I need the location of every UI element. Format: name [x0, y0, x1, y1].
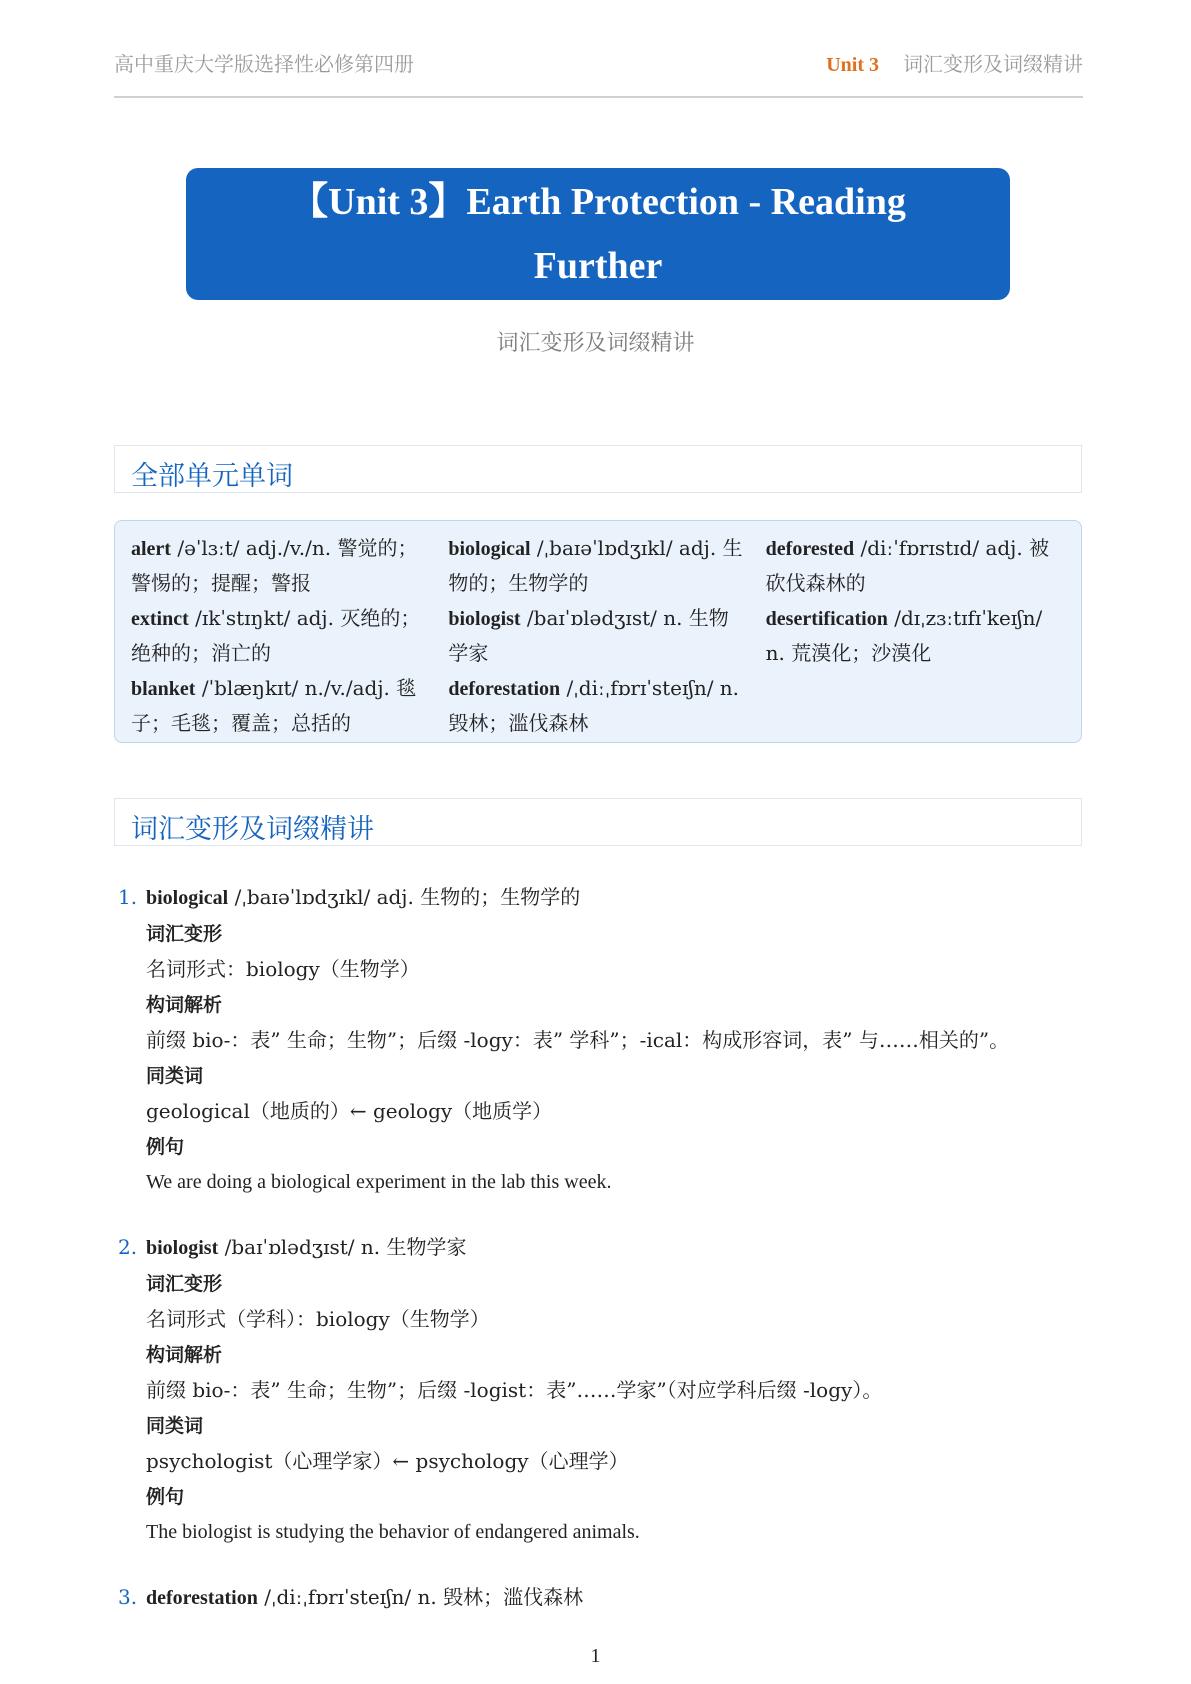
- item-word: deforestation: [146, 1587, 258, 1609]
- vocab-word: biologist: [448, 608, 521, 630]
- book-title: 高中重庆大学版选择性必修第四册: [114, 52, 414, 76]
- title-line-2: Further: [533, 245, 663, 287]
- item-number: 1.: [118, 885, 138, 909]
- example-sentence: We are doing a biological experiment in the lab this week.: [146, 1171, 612, 1193]
- item-headline: [118, 1230, 1078, 1267]
- item-headline: [118, 880, 1078, 917]
- item-headline: [118, 1580, 1078, 1617]
- item-text: 名词形式：biology（生物学）: [146, 957, 420, 981]
- section-heading-all-words: [114, 445, 1082, 493]
- item-label: 例句: [146, 1135, 185, 1158]
- vocab-entry: [131, 531, 430, 600]
- item-text: 名词形式（学科）：biology（生物学）: [146, 1307, 490, 1331]
- item-label: 构词解析: [146, 1343, 223, 1366]
- vocab-word: alert: [131, 538, 171, 560]
- item-label: 同类词: [146, 1064, 204, 1087]
- vocab-column-2: [448, 531, 747, 741]
- word-item-3: [118, 1580, 1078, 1617]
- page-number: 1: [590, 1645, 601, 1667]
- item-text: psychologist（心理学家）← psychology（心理学）: [146, 1449, 629, 1473]
- vocab-box: [114, 520, 1082, 743]
- item-definition: /ˌdiːˌfɒrɪˈsteɪʃn/ n. 毁林；滥伐森林: [257, 1585, 584, 1609]
- vocab-word: deforested: [765, 538, 855, 560]
- vocab-entry: [131, 601, 430, 670]
- section-heading-word-study: [114, 798, 1082, 846]
- example-sentence: The biologist is studying the behavior of endangered animals.: [146, 1521, 640, 1543]
- vocab-definition: /dɪˌzɜːtɪfɪˈkeɪʃn/ n. 荒漠化；沙漠化: [765, 606, 1043, 665]
- title-banner: [186, 168, 1010, 300]
- header-topic: 词汇变形及词缀精讲: [903, 52, 1083, 76]
- header-right: [826, 48, 1083, 77]
- item-label: 词汇变形: [146, 1272, 223, 1295]
- vocab-definition: /baɪˈɒlədʒɪst/ n. 生物学家: [448, 606, 729, 665]
- page-subtitle: 词汇变形及词缀精讲: [496, 331, 695, 356]
- vocab-definition: /diːˈfɒrɪstɪd/ adj. 被砍伐森林的: [765, 536, 1050, 595]
- item-number: 2.: [118, 1235, 138, 1259]
- word-item-1: [118, 880, 1078, 1201]
- word-item-2: [118, 1230, 1078, 1551]
- vocab-word: deforestation: [448, 678, 561, 700]
- vocab-entry: [766, 601, 1065, 670]
- item-text: 前缀 bio-：表” 生命；生物”；后缀 -logist：表”……学家”（对应学科后缀 -logy）。: [146, 1378, 883, 1402]
- vocab-column-3: [766, 531, 1065, 741]
- vocab-definition: /ˌdiːˌfɒrɪˈsteɪʃn/ n. 毁林；滥伐森林: [448, 676, 740, 735]
- item-definition: /ˌbaɪəˈlɒdʒɪkl/ adj. 生物的；生物学的: [228, 885, 581, 909]
- item-word: biological: [146, 887, 229, 909]
- header-unit: Unit 3: [826, 54, 879, 76]
- vocab-column-1: [131, 531, 430, 741]
- item-label: 例句: [146, 1485, 185, 1508]
- item-word: biologist: [146, 1237, 219, 1259]
- item-label: 构词解析: [146, 993, 223, 1016]
- vocab-entry: [448, 601, 747, 670]
- item-text: geological（地质的）← geology（地质学）: [146, 1099, 553, 1123]
- vocab-definition: /ɪkˈstɪŋkt/ adj. 灭绝的；绝种的；消亡的: [131, 606, 421, 665]
- vocab-definition: /ˈblæŋkɪt/ n./v./adj. 毯子；毛毯；覆盖；总括的: [131, 676, 417, 735]
- title-line-1: 【Unit 3】Earth Protection - Reading: [290, 181, 906, 223]
- item-definition: /baɪˈɒlədʒɪst/ n. 生物学家: [218, 1235, 467, 1259]
- vocab-word: desertification: [765, 608, 888, 630]
- section-heading-text: 词汇变形及词缀精讲: [131, 814, 374, 845]
- vocab-entry: [766, 531, 1065, 600]
- vocab-entry: [448, 671, 747, 740]
- item-label: 词汇变形: [146, 922, 223, 945]
- vocab-word: extinct: [131, 608, 189, 630]
- vocab-entry: [131, 671, 430, 740]
- vocab-entry: [448, 531, 747, 600]
- item-number: 3.: [118, 1585, 138, 1609]
- item-label: 同类词: [146, 1414, 204, 1437]
- vocab-definition: /ˌbaɪəˈlɒdʒɪkl/ adj. 生物的；生物学的: [448, 536, 743, 595]
- vocab-word: blanket: [131, 678, 196, 700]
- page-header: [114, 46, 1083, 98]
- vocab-word: biological: [448, 538, 531, 560]
- item-text: 前缀 bio-：表” 生命；生物”；后缀 -logy：表” 学科”；-ical：构成形容词，表” 与……相关的”。: [146, 1028, 1010, 1052]
- section-heading-text: 全部单元单词: [131, 461, 293, 492]
- vocab-definition: /əˈlɜːt/ adj./v./n. 警觉的；警惕的；提醒；警报: [131, 536, 418, 595]
